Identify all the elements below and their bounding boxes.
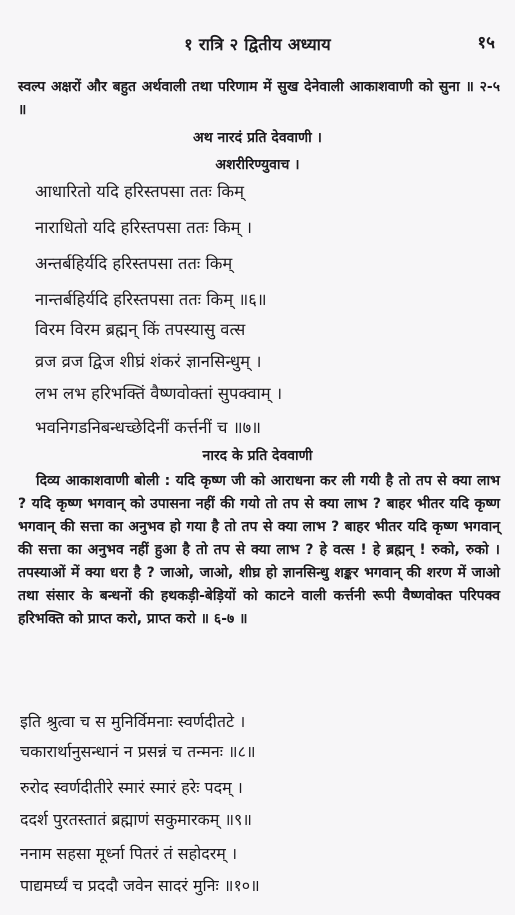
verse-line: व्रज व्रज द्विज शीघ्रं शंकरं ज्ञानसिन्धुम् । — [35, 352, 262, 371]
verse-line: पाद्यमर्घ्यं च प्रददौ जवेन सादरं मुनिः ॥१०॥ — [20, 876, 260, 895]
page-number: १५ — [477, 33, 495, 53]
section-heading-sanskrit: अथ नारदं प्रति देववाणी । — [193, 130, 322, 146]
chapter-header: १ रात्रि २ द्वितीय अध्याय — [184, 35, 331, 54]
verse-line: ददर्श पुरतस्तातं ब्रह्माणं सकुमारकम् ॥९॥ — [20, 810, 252, 829]
verse-line: भवनिगडनिबन्धच्छेदिनीं कर्त्तनीं च ॥७॥ — [35, 418, 262, 437]
verse-line: आधारितो यदि हरिस्तपसा ततः किम् — [35, 182, 244, 201]
verse-line: लभ लभ हरिभक्तिं वैष्णवोक्तां सुपक्वाम् । — [35, 384, 283, 403]
verse-line: रुरोद स्वर्णदीतीरे स्मारं स्मारं हरेः पदम् । — [20, 778, 243, 797]
verse-line: अन्तर्बहिर्यदि हरिस्तपसा ततः किम् — [35, 254, 233, 273]
translation-text-1: स्वल्प अक्षरों और बहुत अर्थवाली तथा परिणाम में सुख देनेवाली आकाशवाणी को सुना ॥ २-५ ॥ — [18, 79, 500, 118]
verse-line: चकारार्थानुसन्धानं न प्रसन्नं च तन्मनः ॥८॥ — [20, 742, 256, 761]
verse-line: नान्तर्बहिर्यदि हरिस्तपसा ततः किम् ॥६॥ — [35, 290, 267, 309]
verse-line: इति श्रुत्वा च स मुनिर्विमनाः स्वर्णदीतटे । — [20, 712, 246, 731]
verse-line: नाराधितो यदि हरिस्तपसा ततः किम् । — [35, 218, 252, 237]
translation-paragraph-2 — [18, 470, 500, 631]
speaker-heading: अशरीरिण्युवाच । — [215, 157, 300, 173]
verse-line: विरम विरम ब्रह्मन् किं तपस्यासु वत्स — [35, 320, 246, 339]
verse-line: ननाम सहसा मूर्ध्ना पितरं तं सहोदरम् । — [20, 844, 238, 863]
translation-text-2: दिव्य आकाशवाणी बोली : यदि कृष्ण जी को आराधना कर ली गयी है तो तप से क्या लाभ ? यदि कृष्ण भगवान् को उपासना नहीं की गयो तो तप से क्या लाभ ? बाहर भीतर यदि कृष्ण भगवान् की सत्ता का अनुभव हो गया है तो तप से क्या लाभ ? बाहर भीतर यदि कृष्ण भगवान् की सत्ता का अनुभव नहीं हुआ है तो तप से क्या लाभ ? हे वत्स ! हे ब्रह्मन् ! रुको, रुको । तपस्याओं में क्या धरा है ? जाओ, जाओ, शीघ्र हो ज्ञानसिन्धु शङ्कर भगवान् की शरण में जाओ तथा संसार के बन्धनों की हथकड़ी-बेड़ियों को काटने वाली कर्त्तनी रूपी वैष्णवोक्त परिपक्व हरिभक्ति को प्राप्त करो, प्राप्त करो ॥ ६-७ ॥ — [18, 473, 500, 627]
section-heading-hindi: नारद के प्रति देववाणी — [202, 448, 313, 464]
translation-paragraph-1 — [18, 76, 500, 122]
